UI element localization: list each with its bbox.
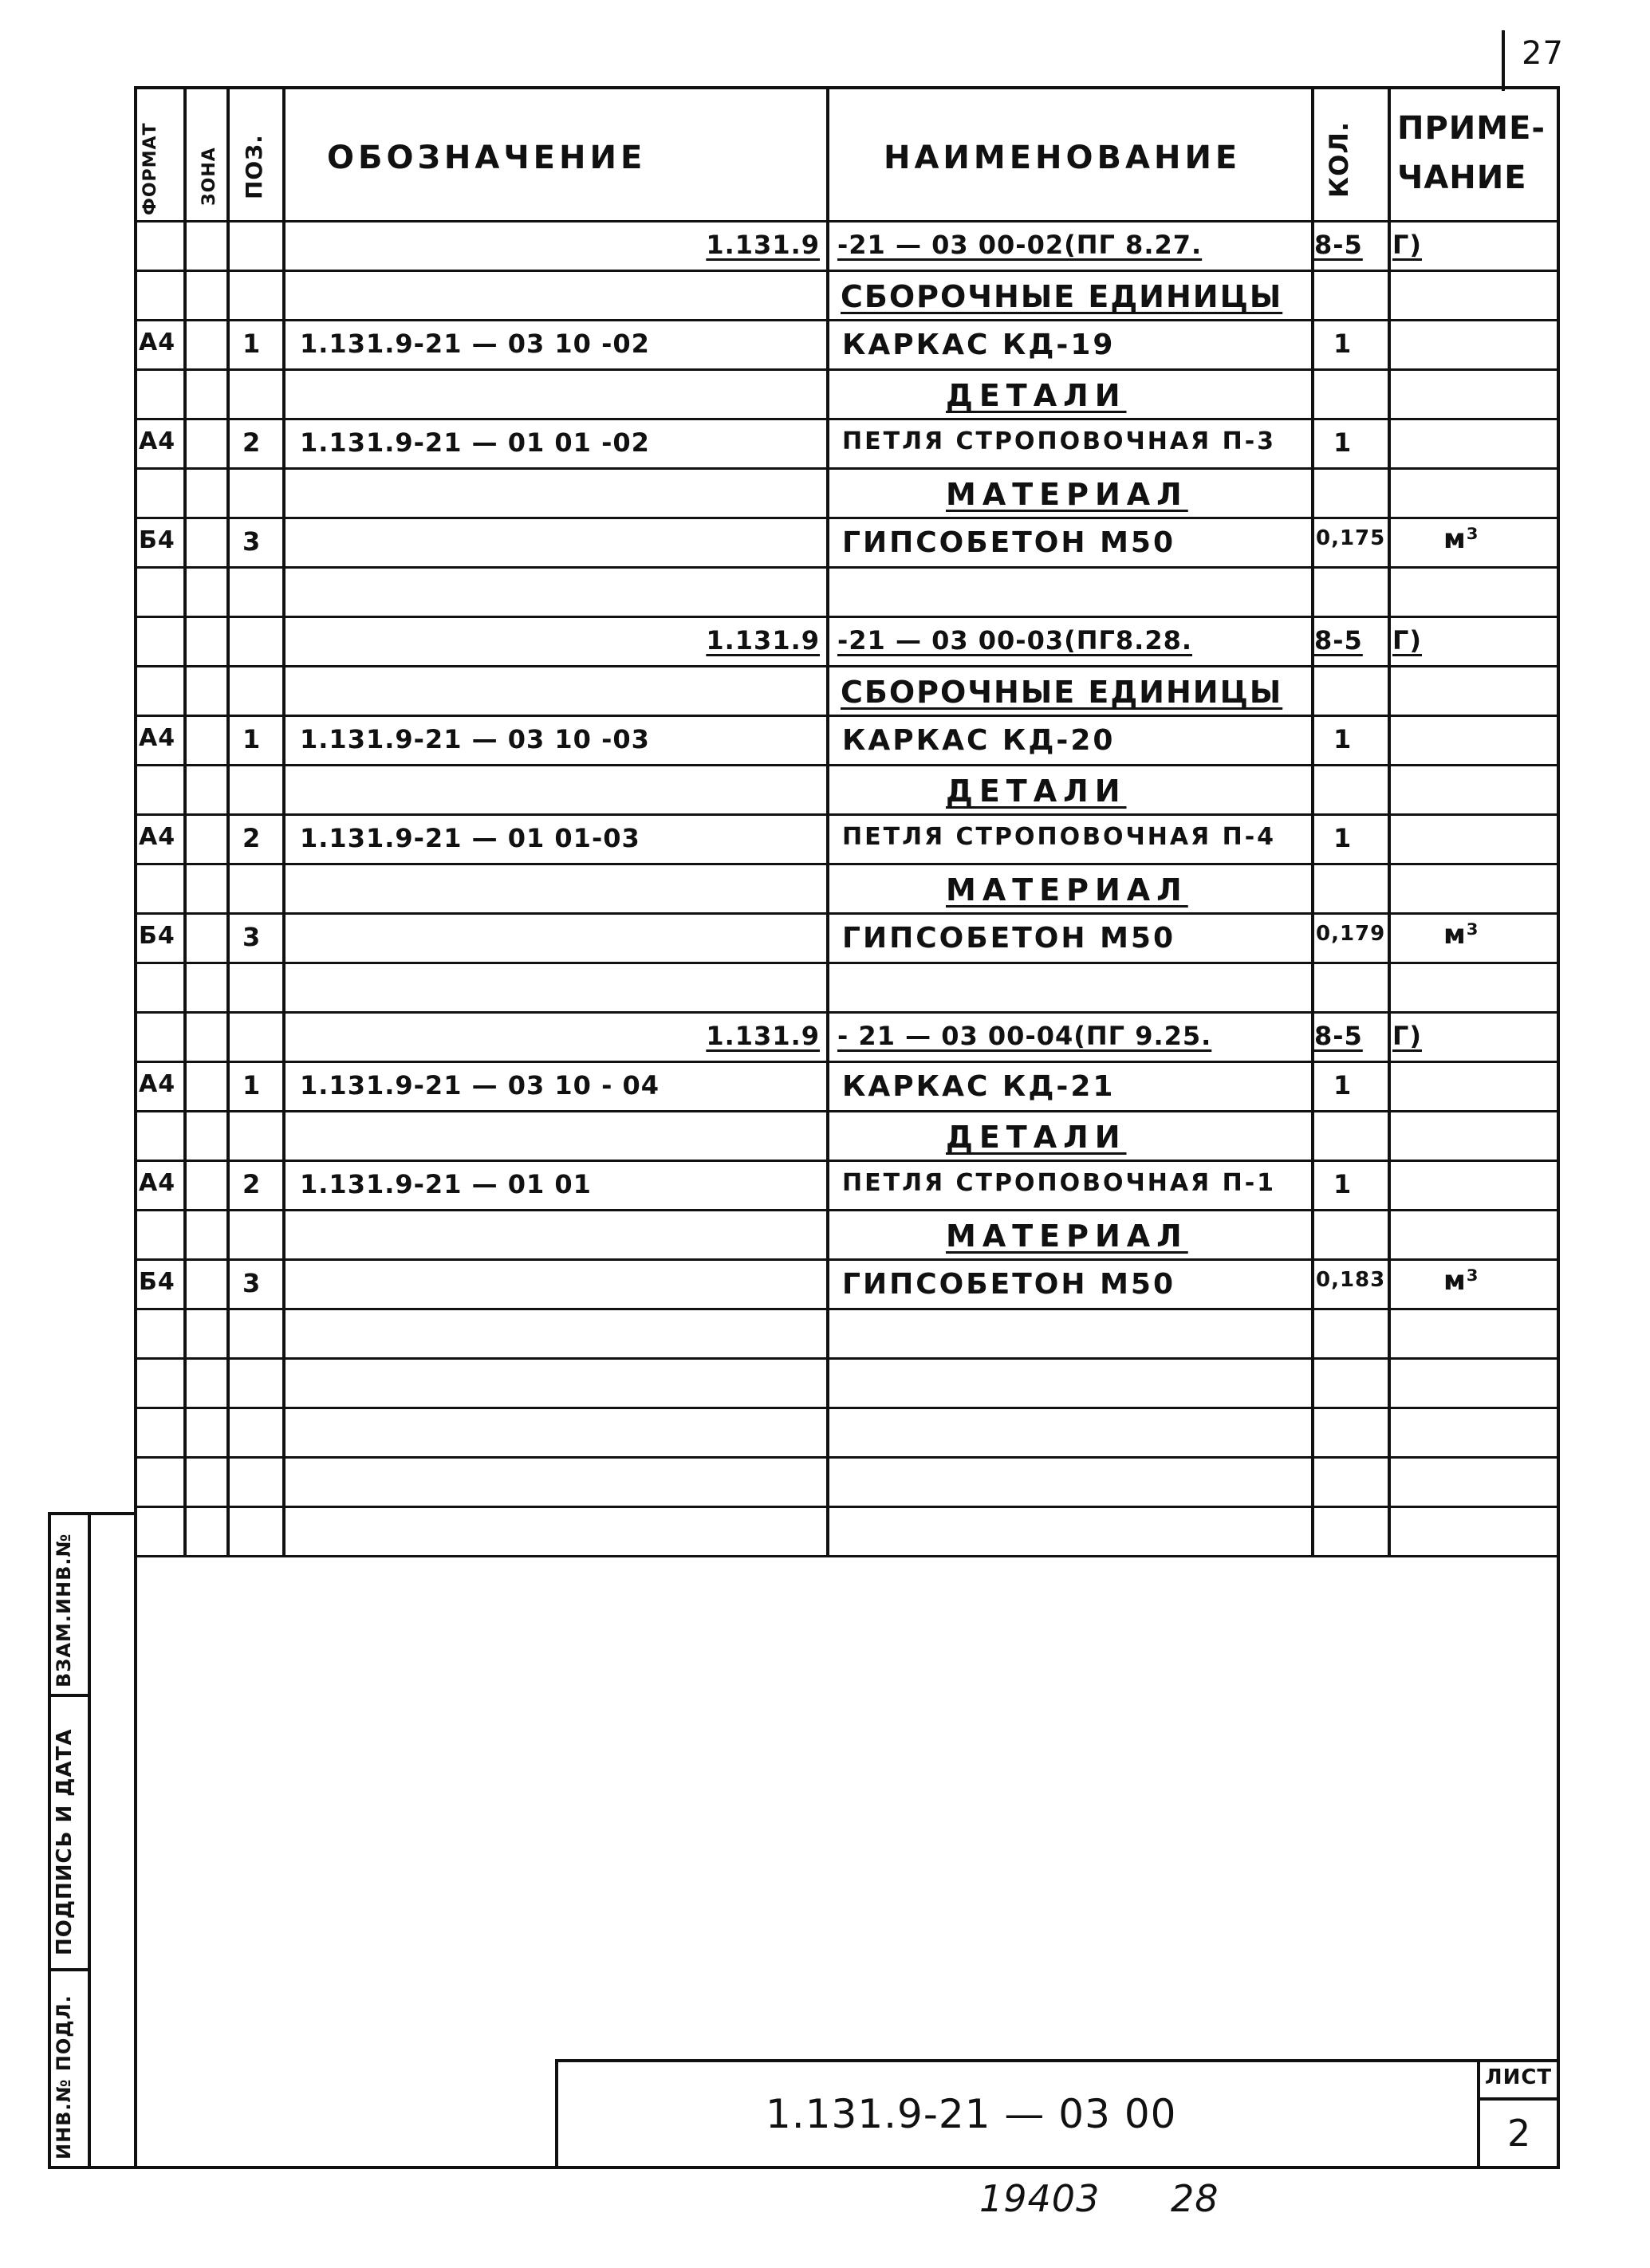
cell-name: ГИПСОБЕТОН М50 <box>842 1268 1175 1301</box>
side-label-inv-orig: ИНВ.№ ПОДЛ. <box>53 1994 75 2160</box>
row-line <box>134 715 1560 717</box>
row-line <box>134 566 1560 569</box>
row-line <box>134 616 1560 618</box>
cell-format: А4 <box>139 427 176 455</box>
row-line <box>134 1011 1560 1014</box>
cell-position: 3 <box>242 922 262 952</box>
cell-position: 2 <box>242 1169 262 1199</box>
cell-position: 1 <box>242 1070 262 1101</box>
side-label-sign-date: ПОДПИСЬ И ДАТА <box>53 1728 77 1955</box>
header-name: НАИМЕНОВАНИЕ <box>884 140 1242 176</box>
column-line <box>183 86 187 1555</box>
group-designation-suffix: - 21 — 03 00-04(ПГ 9.25. <box>837 1021 1212 1051</box>
cell-name: ГИПСОБЕТОН М50 <box>842 922 1175 955</box>
side-strip-divider <box>88 1512 91 2169</box>
cell-position: 3 <box>242 1268 262 1298</box>
group-qty: 8-5 <box>1314 1021 1363 1051</box>
cell-format: А4 <box>139 724 176 752</box>
section-heading: МАТЕРИАЛ <box>946 477 1188 512</box>
group-qty: 8-5 <box>1314 230 1363 260</box>
column-line <box>826 86 829 1555</box>
section-heading: ДЕТАЛИ <box>946 774 1127 809</box>
cell-format: А4 <box>139 1169 176 1197</box>
cell-format: А4 <box>139 1070 176 1098</box>
row-line <box>134 912 1560 915</box>
row-line <box>134 1209 1560 1211</box>
title-block-sheet-label: ЛИСТ <box>1485 2065 1553 2089</box>
cell-name: ПЕТЛЯ СТРОПОВОЧНАЯ П-3 <box>842 427 1277 455</box>
cell-qty: 1 <box>1333 427 1353 458</box>
footer-page: 28 <box>1171 2177 1219 2220</box>
cell-position: 2 <box>242 823 262 853</box>
cell-format: Б4 <box>139 526 175 554</box>
section-heading: СБОРОЧНЫЕ ЕДИНИЦЫ <box>841 675 1283 710</box>
cell-name: ПЕТЛЯ СТРОПОВОЧНАЯ П-1 <box>842 1169 1277 1197</box>
group-note: Г) <box>1392 230 1423 260</box>
header-format: ФОРМАТ <box>140 122 160 215</box>
cell-qty: 1 <box>1333 724 1353 754</box>
row-line <box>134 1110 1560 1112</box>
column-line <box>282 86 286 1555</box>
group-designation-suffix: -21 — 03 00-03(ПГ8.28. <box>837 625 1193 656</box>
title-block-sheet-divider <box>1477 2059 1480 2169</box>
section-heading: МАТЕРИАЛ <box>946 1219 1188 1254</box>
row-line <box>134 863 1560 865</box>
row-line <box>134 1357 1560 1360</box>
cell-note: м³ <box>1443 1265 1479 1297</box>
group-designation: 1.131.9 <box>706 625 820 656</box>
group-designation: 1.131.9 <box>706 1021 820 1051</box>
cell-position: 3 <box>242 526 262 557</box>
header-note-line1: ПРИМЕ- <box>1397 110 1546 147</box>
column-line <box>226 86 230 1555</box>
row-line <box>134 1308 1560 1310</box>
cell-name: ПЕТЛЯ СТРОПОВОЧНАЯ П-4 <box>842 823 1277 851</box>
side-strip-sep-2 <box>48 1968 91 1971</box>
row-line <box>134 813 1560 816</box>
cell-name: ГИПСОБЕТОН М50 <box>842 526 1175 559</box>
section-heading: МАТЕРИАЛ <box>946 872 1188 908</box>
cell-designation: 1.131.9-21 — 03 10 - 04 <box>300 1070 660 1101</box>
row-line <box>134 319 1560 321</box>
group-designation: 1.131.9 <box>706 230 820 260</box>
header-note-line2: ЧАНИЕ <box>1397 159 1527 196</box>
cell-qty: 1 <box>1333 1169 1353 1199</box>
group-designation-suffix: -21 — 03 00-02(ПГ 8.27. <box>837 230 1203 260</box>
cell-format: Б4 <box>139 922 175 950</box>
header-qty: КОЛ. <box>1324 120 1354 198</box>
section-heading: ДЕТАЛИ <box>946 378 1127 413</box>
cell-format: А4 <box>139 329 176 356</box>
cell-designation: 1.131.9-21 — 01 01 <box>300 1169 592 1199</box>
cell-position: 2 <box>242 427 262 458</box>
row-line <box>134 665 1560 667</box>
cell-designation: 1.131.9-21 — 03 10 -02 <box>300 329 650 359</box>
cell-qty: 1 <box>1333 1070 1353 1101</box>
cell-designation: 1.131.9-21 — 03 10 -03 <box>300 724 650 754</box>
column-line <box>1388 86 1391 1555</box>
footer-archive-number: 19403 <box>979 2177 1101 2220</box>
header-pos: ПОЗ. <box>241 134 267 199</box>
row-line <box>134 1258 1560 1261</box>
cell-note: м³ <box>1443 919 1479 951</box>
row-line <box>134 270 1560 272</box>
cell-designation: 1.131.9-21 — 01 01-03 <box>300 823 640 853</box>
drawing-frame <box>134 86 1560 2169</box>
cell-qty: 1 <box>1333 329 1353 359</box>
cell-qty: 0,183 <box>1316 1268 1386 1292</box>
row-line <box>134 467 1560 470</box>
row-line <box>134 517 1560 519</box>
title-block-sheet-number: 2 <box>1507 2112 1532 2155</box>
group-qty: 8-5 <box>1314 625 1363 656</box>
title-block-sheet-sep <box>1477 2097 1560 2101</box>
row-line <box>134 764 1560 766</box>
cell-note: м³ <box>1443 523 1479 555</box>
row-line <box>134 1061 1560 1063</box>
page-number: 27 <box>1522 35 1564 72</box>
cell-qty: 0,175 <box>1316 526 1386 550</box>
title-block-document: 1.131.9-21 — 03 00 <box>766 2091 1177 2137</box>
cell-position: 1 <box>242 724 262 754</box>
section-heading: ДЕТАЛИ <box>946 1120 1127 1155</box>
cell-name: КАРКАС КД-19 <box>842 329 1116 361</box>
header-designation: ОБОЗНАЧЕНИЕ <box>327 140 647 176</box>
cell-designation: 1.131.9-21 — 01 01 -02 <box>300 427 650 458</box>
row-line <box>134 1456 1560 1459</box>
cell-name: КАРКАС КД-21 <box>842 1070 1116 1103</box>
page-number-divider <box>1502 30 1505 91</box>
section-heading: СБОРОЧНЫЕ ЕДИНИЦЫ <box>841 279 1283 314</box>
row-line <box>134 1160 1560 1162</box>
cell-qty: 1 <box>1333 823 1353 853</box>
row-line <box>134 1407 1560 1409</box>
group-note: Г) <box>1392 1021 1423 1051</box>
cell-name: КАРКАС КД-20 <box>842 724 1116 757</box>
row-line <box>134 368 1560 371</box>
cell-format: Б4 <box>139 1268 175 1296</box>
cell-qty: 0,179 <box>1316 922 1386 946</box>
column-line <box>1311 86 1314 1555</box>
row-line <box>134 962 1560 964</box>
row-line <box>134 1506 1560 1508</box>
side-label-swap-inv: ВЗАМ.ИНВ.№ <box>53 1533 75 1687</box>
group-note: Г) <box>1392 625 1423 656</box>
cell-position: 1 <box>242 329 262 359</box>
cell-format: А4 <box>139 823 176 851</box>
header-bottom-line <box>134 220 1560 222</box>
row-line <box>134 418 1560 420</box>
row-line <box>134 1555 1560 1557</box>
side-strip-sep-1 <box>48 1694 91 1697</box>
header-zone: ЗОНА <box>199 147 219 206</box>
